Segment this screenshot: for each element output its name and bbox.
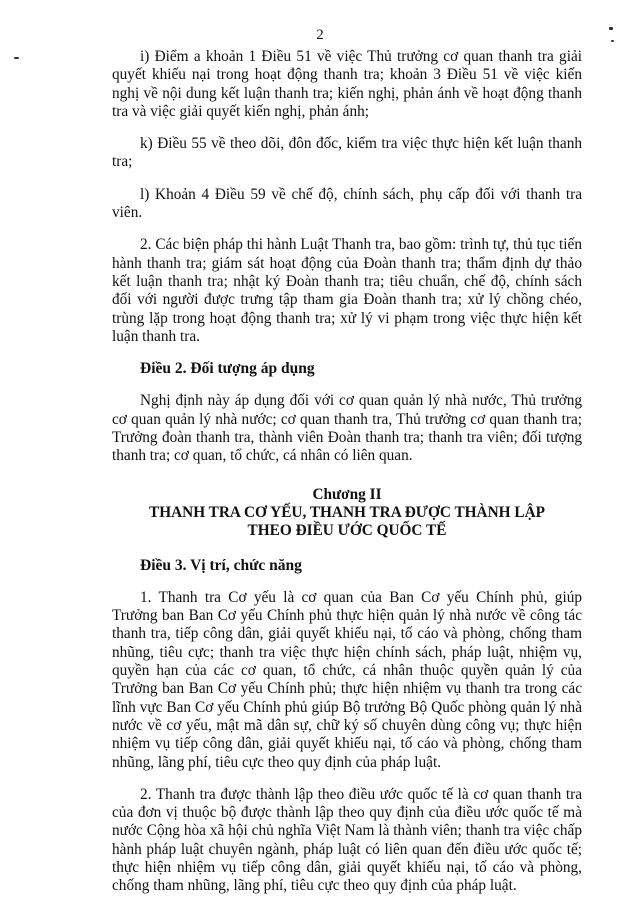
scan-speck — [14, 57, 19, 59]
paragraph: l) Khoản 4 Điều 59 về chế độ, chính sách, phụ cấp đối với thanh tra viên. — [112, 185, 582, 222]
chapter-title-line: THANH TRA CƠ YẾU, THANH TRA ĐƯỢC THÀNH LẬP — [149, 503, 545, 521]
paragraph: i) Điểm a khoản 1 Điều 51 về việc Thủ trưởng cơ quan thanh tra giải quyết khiếu nại trong hoạt động thanh tra; khoản 3 Điều 51 về việc kiến nghị về nội dung kết luận thanh tra; kiến nghị, phản ánh về hoạt động thanh tra và việc giải quyết kiến nghị, phản ánh; — [112, 48, 582, 120]
paragraph: k) Điều 55 về theo dõi, đôn đốc, kiểm tra việc thực hiện kết luận thanh tra; — [112, 135, 582, 171]
paragraph: 1. Thanh tra Cơ yếu là cơ quan của Ban Cơ yếu Chính phủ, giúp Trưởng ban Ban Cơ yếu Chính phủ thực hiện quản lý nhà nước về công tác thanh tra, tiếp công dân, giải quyết khiếu nại, tố cáo và phòng, chống tham nhũng, tiêu cực; thanh tra việc thực hiện chính sách, pháp luật, nhiệm vụ, quyền hạn của các cơ quan, tổ chức, cá nhân thuộc quyền quản lý của Trưởng ban Ban Cơ yếu Chính phủ; thực hiện nhiệm vụ thanh tra trong các lĩnh vực Ban Cơ yếu Chính phủ giúp Bộ trưởng Bộ Quốc phòng quản lý nhà nước về cơ yếu, mật mã dân sự, chữ ký số chuyên dùng công vụ; thực hiện nhiệm vụ tiếp công dân, giải quyết khiếu nại, tố cáo và phòng, chống tham nhũng, lãng phí, tiêu cực theo quy định của pháp luật. — [112, 588, 582, 771]
article-heading: Điều 3. Vị trí, chức năng — [140, 556, 302, 574]
paragraph: 2. Các biện pháp thi hành Luật Thanh tra, bao gồm: trình tự, thủ tục tiến hành thanh tra; giám sát hoạt động của Đoàn thanh tra; thẩm định dự thảo kết luận thanh tra; nhật ký Đoàn thanh tra; tiêu chuẩn, chế độ, chính sách đối với người được trưng tập tham gia Đoàn thanh tra; xử lý chồng chéo, trùng lặp trong hoạt động thanh tra; xử lý vi phạm trong việc thực hiện kết luận thanh tra. — [112, 236, 582, 345]
scan-speck — [609, 27, 613, 30]
document-body — [112, 48, 582, 910]
article-heading: Điều 2. Đối tượng áp dụng — [140, 360, 315, 378]
chapter-title-line: Chương II — [312, 485, 382, 503]
chapter-title-line: THEO ĐIỀU ƯỚC QUỐC TẾ — [247, 522, 447, 540]
scan-speck — [611, 40, 614, 42]
chapter-title — [112, 486, 582, 541]
page-number: 2 — [316, 27, 324, 43]
paragraph: 2. Thanh tra được thành lập theo điều ước quốc tế là cơ quan thanh tra của đơn vị thuộc bộ được thành lập theo quy định của điều ước quốc tế mà nước Cộng hòa xã hội chủ nghĩa Việt Nam là thành viên; thanh tra việc chấp hành pháp luật chuyên ngành, pháp luật có liên quan đến điều ước quốc tế; thực hiện nhiệm vụ tiếp công dân, giải quyết khiếu nại, tố cáo và phòng, chống tham nhũng, lãng phí, tiêu cực theo quy định của pháp luật. — [112, 785, 582, 895]
paragraph: Nghị định này áp dụng đối với cơ quan quản lý nhà nước, Thủ trưởng cơ quan quản lý nhà nước; cơ quan thanh tra, Thủ trưởng cơ quan thanh tra; Trưởng đoàn thanh tra, thành viên Đoàn thanh tra; thanh tra viên; đối tượng thanh tra; cơ quan, tổ chức, cá nhân có liên quan. — [112, 392, 582, 465]
